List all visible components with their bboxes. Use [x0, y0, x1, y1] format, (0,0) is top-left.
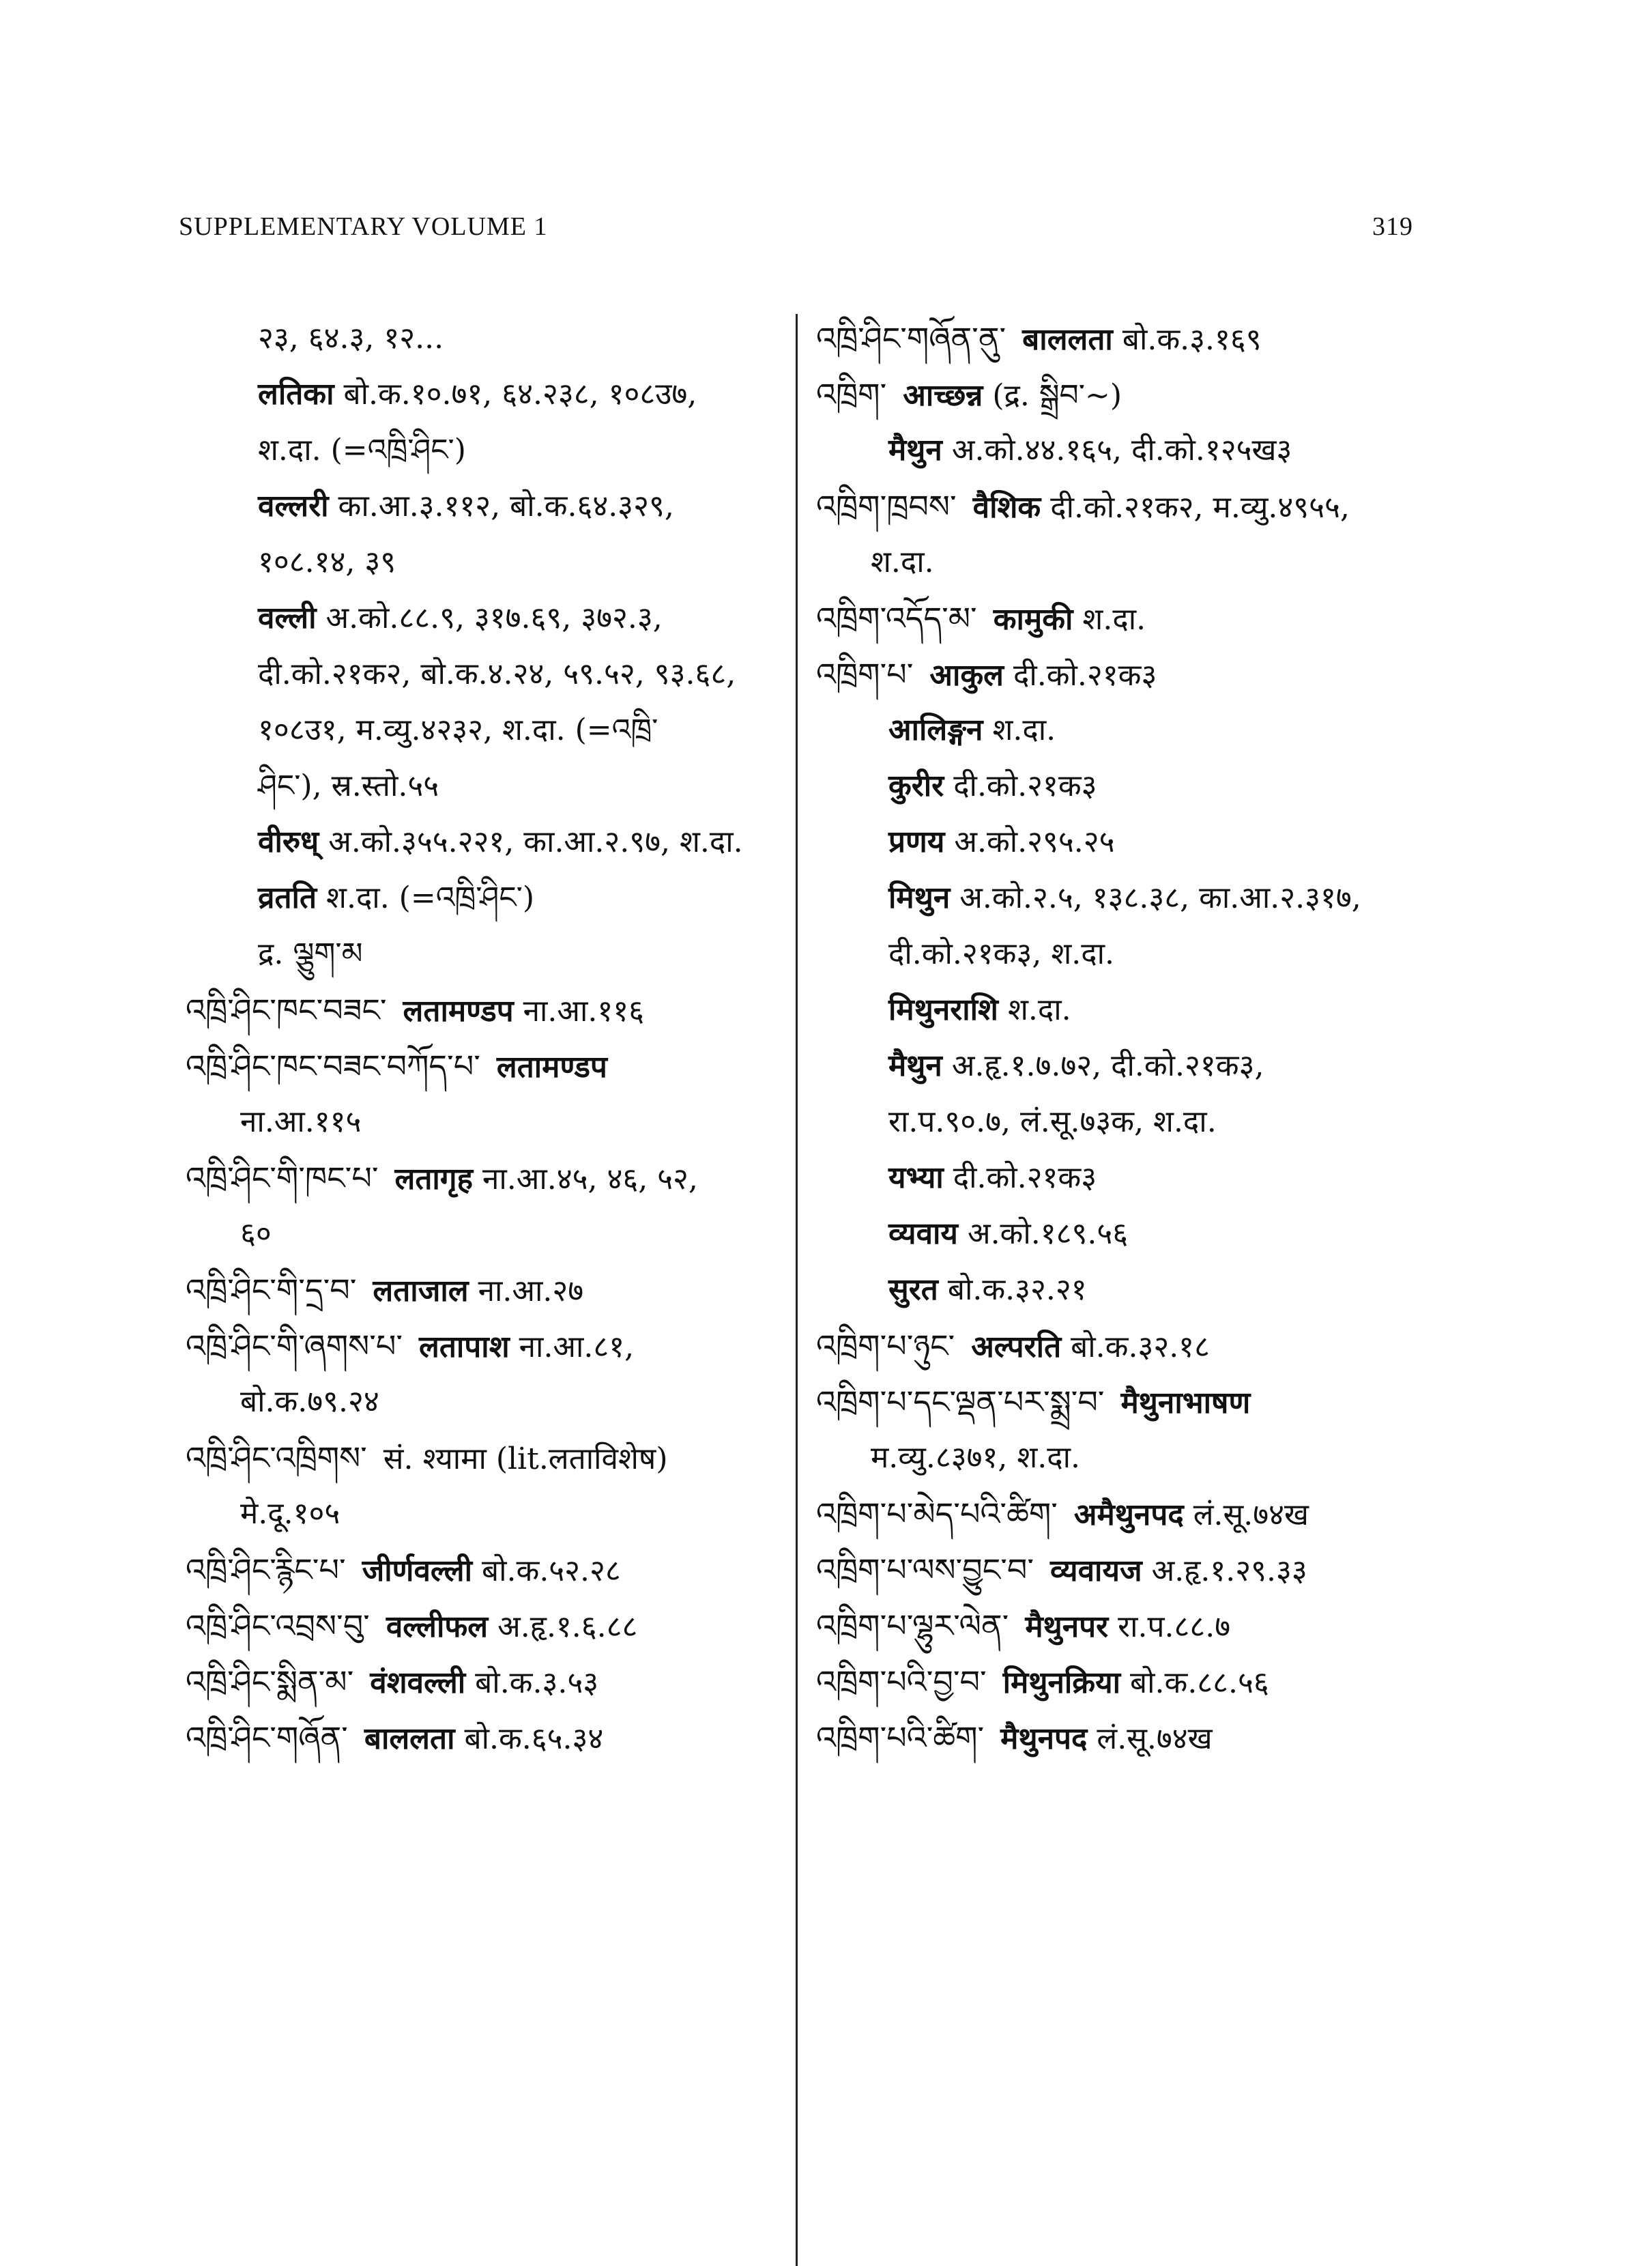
entry-line [816, 1094, 1444, 1150]
entry-line [186, 1654, 786, 1710]
entry-line [816, 422, 1444, 478]
reference-text: २३, ६४.३, १२... [258, 321, 444, 356]
entry-line [186, 367, 786, 422]
reference-text: श.दा. [1007, 992, 1071, 1027]
entry-line [186, 1038, 786, 1094]
reference-text: रा.प.९०.७, लं.सू.७३क, श.दा. [888, 1104, 1217, 1139]
reference-text: ना.आ.११६ [523, 994, 645, 1029]
sanskrit-equivalent: लतापाश [419, 1330, 510, 1364]
entry-line [186, 1150, 786, 1206]
sanskrit-equivalent: वल्लीफल [386, 1609, 489, 1644]
column-divider [796, 314, 798, 2266]
tibetan-headword: འཁྲིག་པ་མེད་པའི་ཚིག་ [816, 1495, 1058, 1532]
entry-line [186, 311, 786, 367]
sanskrit-equivalent: मैथुनपद [1000, 1721, 1088, 1756]
tibetan-headword: འཁྲིག་པ་ཉུང་ [816, 1328, 955, 1364]
reference-text: बो.क.३२.२१ [947, 1272, 1087, 1307]
reference-text: दी.को.२१क३, श.दा. [888, 936, 1114, 971]
sanskrit-equivalent: मैथुनाभाषण [1120, 1386, 1251, 1420]
sanskrit-equivalent: लतामण्डप [403, 994, 514, 1029]
reference-text: अ.को.२९५.२५ [954, 824, 1115, 859]
reference-text: अ.को.८८.९, ३१७.६९, ३७२.३, [325, 601, 663, 635]
sanskrit-equivalent: मैथुन [888, 1048, 942, 1083]
running-title: SUPPLEMENTARY VOLUME 1 [179, 212, 548, 241]
sanskrit-equivalent: जीर्णवल्ली [362, 1553, 473, 1588]
entry-line [186, 590, 786, 646]
sanskrit-equivalent: वल्लरी [258, 489, 329, 524]
sanskrit-equivalent: अल्परति [971, 1330, 1062, 1364]
reference-text: अ.को.३५५.२२१, का.आ.२.९७, श.दा. [328, 824, 743, 859]
reference-text: अ.को.१८९.५६ [967, 1216, 1129, 1251]
entry-line [816, 814, 1444, 870]
sanskrit-equivalent: बाललता [1022, 322, 1113, 357]
reference-text: श.दा. (=འཁྲི་ཤིང་) [326, 880, 534, 915]
reference-text: ना.आ.२७ [478, 1274, 584, 1308]
reference-text: बो.क.१०.७१, ६४.२३८, १०८उ७, [343, 377, 697, 412]
reference-text: लं.सू.७४ख [1097, 1721, 1213, 1756]
tibetan-headword: འཁྲིག་པ་ [816, 656, 914, 693]
entry-line [186, 1542, 786, 1598]
entry-line [186, 758, 786, 814]
entry-line [816, 478, 1444, 534]
entry-line [186, 870, 786, 926]
reference-text: बो.क.३२.१८ [1071, 1330, 1210, 1364]
sanskrit-equivalent: मैथुन [888, 433, 942, 468]
entry-line [186, 1710, 786, 1766]
reference-text: १०८उ१, म.व्यु.४२३२, श.दा. (=འཁྲི་ [258, 713, 658, 747]
sanskrit-equivalent: वंशवल्ली [370, 1665, 466, 1700]
reference-text: ना.आ.११५ [240, 1104, 362, 1139]
reference-text: का.आ.३.११२, बो.क.६४.३२९, [338, 489, 674, 524]
tibetan-headword: འཁྲིག་པ་ལས་བྱུང་བ་ [816, 1551, 1034, 1588]
reference-text: (द्र. སྒྲིབ་~) [992, 378, 1122, 413]
entry-line [186, 926, 786, 982]
running-header [179, 212, 1413, 253]
entry-line [186, 1094, 786, 1150]
entry-line [816, 1150, 1444, 1206]
tibetan-headword: འཁྲི་ཤིང་གཞོན་ [186, 1719, 348, 1756]
sanskrit-equivalent: लताजाल [373, 1274, 469, 1308]
reference-text: ना.आ.८१, [519, 1330, 635, 1364]
entry-line [186, 646, 786, 702]
left-column [186, 311, 786, 1766]
reference-text: म.व्यु.८३७१, श.दा. [871, 1440, 1080, 1475]
entry-line [186, 1206, 786, 1262]
entry-line [816, 1542, 1444, 1598]
entry-line [186, 1598, 786, 1654]
entry-line [816, 1654, 1444, 1710]
reference-text: अ.को.२.५, १३८.३८, का.आ.२.३१७, [959, 880, 1361, 915]
tibetan-headword: འཁྲི་ཤིང་ཁང་བཟང་བཀོད་པ་ [186, 1048, 480, 1085]
reference-text: बो.क.७९.२४ [240, 1384, 379, 1419]
tibetan-headword: འཁྲི་ཤིང་གཞོན་ནུ་ [816, 320, 1006, 357]
tibetan-headword: འཁྲིག་པའི་བྱ་བ་ [816, 1663, 987, 1700]
reference-text: श.दा. [871, 545, 934, 579]
sanskrit-equivalent: मिथुनराशि [888, 992, 998, 1027]
entry-line [816, 1318, 1444, 1374]
reference-text: सं. श्यामा (lit.लताविशेष) [383, 1442, 668, 1476]
reference-text: दी.को.२१क३ [953, 769, 1097, 803]
tibetan-headword: འཁྲིག་པ་དང་ལྡན་པར་སྨྲ་བ་ [816, 1383, 1105, 1420]
reference-text: श.दा. [1082, 602, 1146, 637]
sanskrit-equivalent: मैथुनपर [1025, 1609, 1109, 1644]
tibetan-headword: འཁྲི་ཤིང་ཁང་བཟང་ [186, 992, 387, 1029]
tibetan-headword: འཁྲི་ཤིང་འབྲས་བུ་ [186, 1607, 370, 1644]
tibetan-headword: འཁྲིག་པའི་ཚིག་ [816, 1719, 985, 1756]
reference-text: श.दा. [992, 713, 1056, 747]
sanskrit-equivalent: वैशिक [972, 490, 1041, 525]
sanskrit-equivalent: लतामण्डप [496, 1050, 607, 1085]
reference-text: ६० [240, 1216, 272, 1251]
entry-line [816, 1374, 1444, 1430]
entry-line [816, 870, 1444, 926]
tibetan-headword: འཁྲི་ཤིང་གི་ཞགས་པ་ [186, 1328, 403, 1364]
entry-line [816, 367, 1444, 422]
entry-line [816, 646, 1444, 702]
reference-text: बो.क.८८.५६ [1130, 1665, 1269, 1700]
entry-line [816, 1206, 1444, 1262]
reference-text: बो.क.३.१६९ [1122, 322, 1262, 357]
tibetan-headword: འཁྲི་ཤིང་རྙིང་པ་ [186, 1551, 346, 1588]
entry-line [816, 702, 1444, 758]
sanskrit-equivalent: कुरीर [888, 769, 944, 803]
reference-text: लं.सू.७४ख [1193, 1497, 1309, 1532]
entry-line [816, 311, 1444, 367]
reference-text: अ.हृ.१.२९.३३ [1151, 1553, 1307, 1588]
entry-line [816, 1262, 1444, 1318]
reference-text: द्र. ལྕུག་མ [258, 936, 363, 971]
reference-text: ना.आ.४५, ४६, ५२, [482, 1162, 698, 1196]
sanskrit-equivalent: आच्छन्न [903, 378, 983, 413]
sanskrit-equivalent: आलिङ्गन [888, 713, 983, 747]
tibetan-headword: འཁྲི་ཤིང་འཁྲིགས་ [186, 1439, 367, 1476]
entry-line [186, 702, 786, 758]
reference-text: दी.को.२१क२, म.व्यु.४९५५, [1050, 490, 1350, 525]
entry-line [816, 1710, 1444, 1766]
entry-line [816, 1430, 1444, 1486]
entry-line [816, 1598, 1444, 1654]
tibetan-headword: འཁྲི་ཤིང་གི་དྲ་བ་ [186, 1272, 357, 1308]
page-number: 319 [1372, 212, 1413, 241]
reference-text: बो.क.६५.३४ [464, 1721, 604, 1756]
entry-line [816, 1486, 1444, 1542]
tibetan-headword: འཁྲིག་ [816, 376, 887, 413]
right-column [816, 311, 1444, 1766]
tibetan-headword: འཁྲི་ཤིང་སྨིན་མ་ [186, 1663, 354, 1700]
tibetan-headword: འཁྲི་ཤིང་གི་ཁང་པ་ [186, 1160, 379, 1196]
reference-text: रा.प.८८.७ [1118, 1609, 1231, 1644]
reference-text: बो.क.३.५३ [475, 1665, 599, 1700]
sanskrit-equivalent: बाललता [364, 1721, 455, 1756]
sanskrit-equivalent: सुरत [888, 1272, 938, 1307]
reference-text: अ.हृ.१.६.८८ [497, 1609, 638, 1644]
sanskrit-equivalent: अमैथुनपद [1073, 1497, 1184, 1532]
sanskrit-equivalent: लतिका [258, 377, 334, 412]
entry-line [816, 534, 1444, 590]
entry-line [186, 1262, 786, 1318]
sanskrit-equivalent: व्रतति [258, 880, 317, 915]
reference-text: दी.को.२१क३ [953, 1160, 1097, 1195]
entry-line [186, 814, 786, 870]
tibetan-headword: འཁྲིག་པ་ལྷུར་ལེན་ [816, 1607, 1009, 1644]
sanskrit-equivalent: वल्ली [258, 601, 317, 635]
entry-line [186, 422, 786, 478]
entry-line [186, 982, 786, 1038]
reference-text: अ.को.४४.१६५, दी.को.१२५ख३ [951, 433, 1292, 468]
reference-text: दी.को.२१क३ [1013, 658, 1157, 693]
entry-line [816, 1038, 1444, 1094]
entry-line [816, 982, 1444, 1038]
reference-text: १०८.१४, ३९ [258, 545, 396, 579]
reference-text: श.दा. (=འཁྲི་ཤིང་) [258, 433, 466, 468]
sanskrit-equivalent: लतागृह [394, 1162, 473, 1196]
entry-line [816, 926, 1444, 982]
entry-line [186, 1486, 786, 1542]
reference-text: अ.हृ.१.७.७२, दी.को.२१क३, [951, 1048, 1264, 1083]
sanskrit-equivalent: प्रणय [888, 824, 945, 859]
reference-text: बो.क.५२.२८ [482, 1553, 621, 1588]
sanskrit-equivalent: कामुकी [993, 602, 1073, 637]
sanskrit-equivalent: वीरुध् [258, 824, 319, 859]
entry-line [186, 1374, 786, 1430]
sanskrit-equivalent: यभ्या [888, 1160, 944, 1195]
sanskrit-equivalent: व्यवायज [1050, 1553, 1142, 1588]
entry-line [186, 1430, 786, 1486]
reference-text: मे.दू.१०५ [240, 1496, 340, 1531]
reference-text: दी.को.२१क२, बो.क.४.२४, ५९.५२, ९३.६८, [258, 657, 736, 691]
entry-line [816, 590, 1444, 646]
entry-line [186, 1318, 786, 1374]
reference-text: ཤིང་), स्र.स्तो.५५ [258, 769, 439, 803]
sanskrit-equivalent: व्यवाय [888, 1216, 958, 1251]
tibetan-headword: འཁྲིག་ཁྲབས་ [816, 488, 957, 525]
entry-line [186, 478, 786, 534]
entry-line [186, 534, 786, 590]
tibetan-headword: འཁྲིག་འདོད་མ་ [816, 600, 977, 637]
sanskrit-equivalent: मिथुन [888, 880, 951, 915]
entry-line [816, 758, 1444, 814]
sanskrit-equivalent: मिथुनक्रिया [1002, 1665, 1121, 1700]
sanskrit-equivalent: आकुल [929, 658, 1004, 693]
